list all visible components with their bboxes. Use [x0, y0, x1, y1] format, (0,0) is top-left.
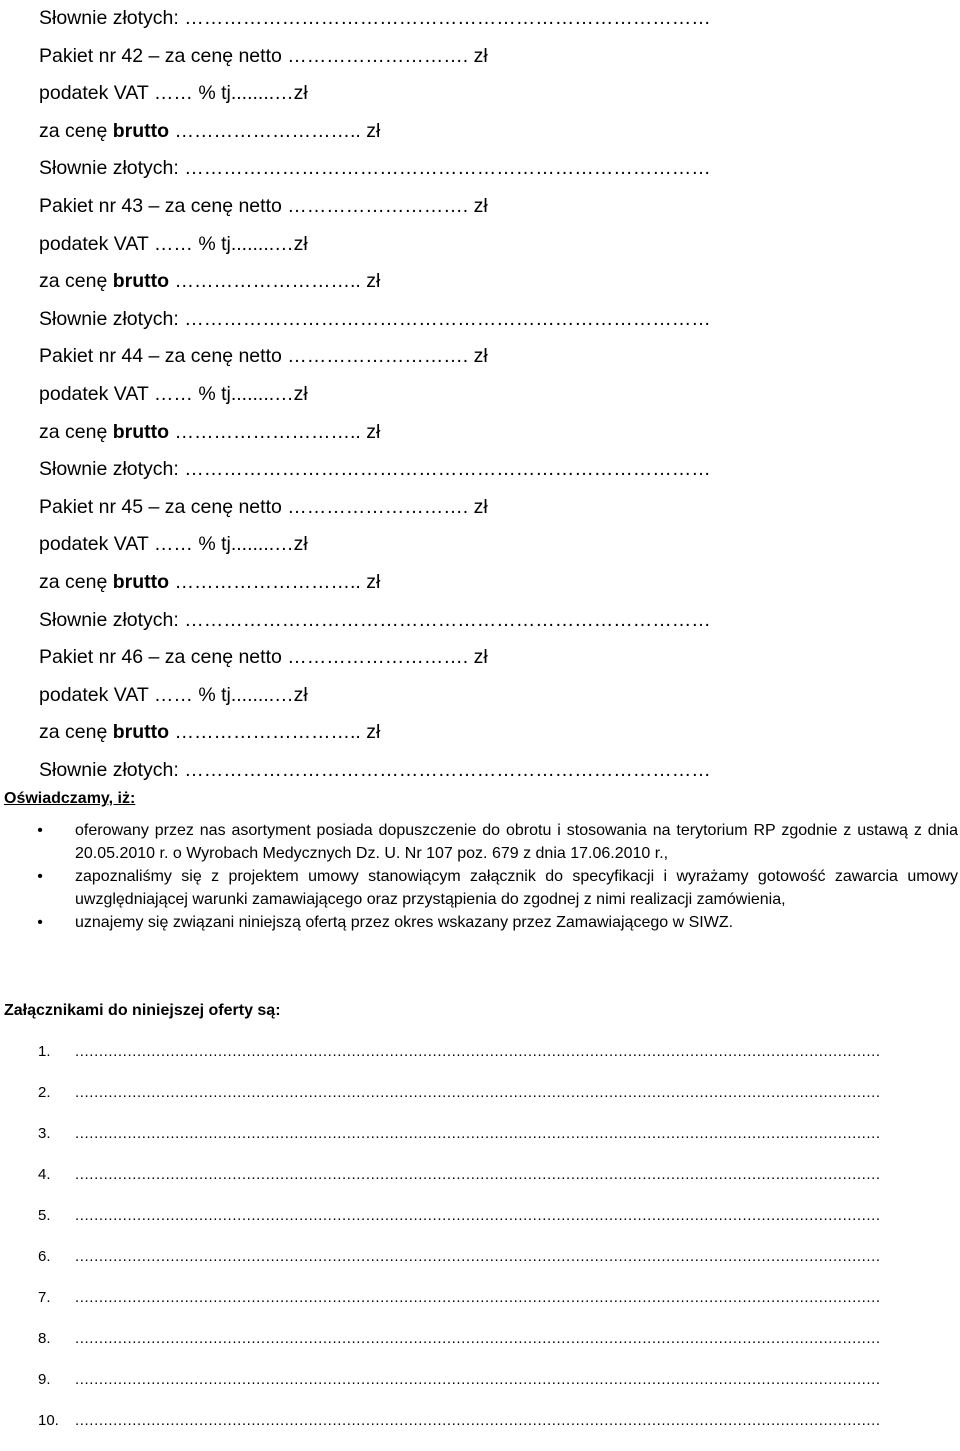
- offer-line-prefix: za cenę: [39, 570, 113, 593]
- declaration-text: zapoznaliśmy się z projektem umowy stanowiącym załącznik do specyfikacji i wyrażamy gotowość zawarcia umowy uwzględniającej warunki zamawiającego oraz przystąpienia do zgodnej z nimi realizacji zamówienia,: [75, 868, 958, 908]
- offer-line: [39, 602, 939, 640]
- attachment-number: 2.: [38, 1084, 51, 1101]
- declarations-heading: Oświadczamy, iż:: [4, 790, 136, 807]
- offer-line-text: Pakiet nr 42 – za cenę netto ………………………. zł: [39, 44, 488, 67]
- attachment-placeholder: .........................................................................................................................................................................: [75, 1207, 881, 1224]
- attachment-item: [38, 1082, 953, 1123]
- declarations-section: [4, 788, 958, 936]
- attachment-number: 4.: [38, 1166, 51, 1183]
- attachment-item: [38, 1205, 953, 1246]
- bullet-icon: •: [37, 868, 43, 885]
- attachment-item: [38, 1123, 953, 1164]
- offer-line-text: Słownie złotych: ………………………………………………………………………: [39, 458, 711, 481]
- offer-line-text: podatek VAT …… % tj........…zł: [39, 533, 308, 556]
- offer-lines: [39, 0, 939, 789]
- attachment-placeholder: .........................................................................................................................................................................: [75, 1371, 881, 1388]
- offer-line-text: Słownie złotych: ………………………………………………………………………: [39, 7, 711, 29]
- offer-line-text: Słownie złotych: ………………………………………………………………………: [39, 608, 711, 631]
- offer-line-suffix: ……………………….. zł: [169, 721, 381, 744]
- offer-line-bold: brutto: [112, 270, 170, 293]
- declaration-item: [4, 820, 958, 865]
- attachment-number: 5.: [38, 1207, 51, 1224]
- offer-line: [39, 526, 939, 564]
- offer-line-text: Pakiet nr 44 – za cenę netto ………………………. zł: [39, 345, 488, 368]
- attachment-placeholder: .........................................................................................................................................................................: [75, 1125, 881, 1142]
- offer-line: [39, 564, 939, 602]
- declaration-text: uznajemy się związani niniejszą ofertą przez okres wskazany przez Zamawiającego w SIWZ.: [75, 914, 734, 931]
- offer-line: [39, 38, 939, 76]
- declaration-text: oferowany przez nas asortyment posiada dopuszczenie do obrotu i stosowania na terytorium RP zgodnie z ustawą z dnia 20.05.2010 r. o Wyrobach Medycznych Dz. U. Nr 107 poz. 679 z dnia 17.06.2010 r.,: [75, 822, 958, 862]
- attachment-item: [38, 1041, 953, 1082]
- offer-line: [39, 451, 939, 489]
- attachment-item: [38, 1246, 953, 1287]
- offer-line: [39, 113, 939, 151]
- offer-line-bold: brutto: [112, 570, 170, 593]
- attachment-placeholder: .........................................................................................................................................................................: [75, 1330, 881, 1347]
- attachment-placeholder: .........................................................................................................................................................................: [75, 1412, 881, 1429]
- attachment-item: [38, 1287, 953, 1328]
- bullet-icon: •: [37, 914, 43, 931]
- offer-line: [39, 188, 939, 226]
- offer-line: [39, 75, 939, 113]
- declarations-list: [4, 820, 958, 935]
- offer-line: [39, 639, 939, 677]
- attachment-placeholder: .........................................................................................................................................................................: [75, 1166, 881, 1183]
- offer-line-text: podatek VAT …… % tj........…zł: [39, 232, 308, 255]
- offer-line-suffix: ……………………….. zł: [169, 119, 381, 142]
- attachment-placeholder: .........................................................................................................................................................................: [75, 1248, 881, 1265]
- offer-line-text: Pakiet nr 45 – za cenę netto ………………………. zł: [39, 495, 488, 518]
- attachment-placeholder: .........................................................................................................................................................................: [75, 1084, 881, 1101]
- attachment-number: 10.: [38, 1412, 59, 1429]
- declaration-item: [4, 866, 958, 911]
- offer-line-text: podatek VAT …… % tj........…zł: [39, 382, 308, 405]
- offer-line: [39, 489, 939, 527]
- offer-line: [39, 0, 939, 38]
- offer-line: [39, 714, 939, 752]
- attachments-heading: Załącznikami do niniejszej oferty są:: [4, 1002, 281, 1019]
- offer-line: [39, 677, 939, 715]
- offer-line-suffix: ……………………….. zł: [169, 270, 381, 293]
- offer-line-bold: brutto: [112, 721, 170, 744]
- attachment-item: [38, 1164, 953, 1205]
- offer-line-suffix: ……………………….. zł: [169, 570, 381, 593]
- offer-line: [39, 752, 939, 790]
- declaration-item: [4, 912, 958, 935]
- attachment-placeholder: .........................................................................................................................................................................: [75, 1289, 881, 1306]
- offer-line: [39, 338, 939, 376]
- bullet-icon: •: [37, 822, 43, 839]
- attachment-number: 7.: [38, 1289, 51, 1306]
- offer-line: [39, 301, 939, 339]
- offer-line-text: podatek VAT …… % tj........…zł: [39, 683, 308, 706]
- attachment-item: [38, 1410, 953, 1451]
- attachment-number: 1.: [38, 1043, 51, 1060]
- offer-line: [39, 414, 939, 452]
- offer-line-bold: brutto: [112, 420, 170, 443]
- offer-line-prefix: za cenę: [39, 270, 113, 293]
- offer-line-text: Słownie złotych: ………………………………………………………………………: [39, 758, 711, 781]
- attachment-number: 9.: [38, 1371, 51, 1388]
- offer-line: [39, 376, 939, 414]
- offer-line: [39, 150, 939, 188]
- offer-line-text: Słownie złotych: ………………………………………………………………………: [39, 157, 711, 180]
- offer-line-prefix: za cenę: [39, 721, 113, 744]
- offer-line-text: podatek VAT …… % tj........…zł: [39, 82, 308, 105]
- attachment-item: [38, 1369, 953, 1410]
- offer-line: [39, 226, 939, 264]
- attachment-number: 6.: [38, 1248, 51, 1265]
- attachment-number: 3.: [38, 1125, 51, 1142]
- attachment-number: 8.: [38, 1330, 51, 1347]
- offer-line-bold: brutto: [112, 119, 170, 142]
- attachment-placeholder: .........................................................................................................................................................................: [75, 1043, 881, 1060]
- offer-line-prefix: za cenę: [39, 119, 113, 142]
- offer-line: [39, 263, 939, 301]
- offer-line-suffix: ……………………….. zł: [169, 420, 381, 443]
- offer-line-text: Pakiet nr 46 – za cenę netto ………………………. zł: [39, 646, 488, 669]
- attachment-item: [38, 1328, 953, 1369]
- offer-line-text: Słownie złotych: ………………………………………………………………………: [39, 307, 711, 330]
- offer-line-prefix: za cenę: [39, 420, 113, 443]
- offer-line-text: Pakiet nr 43 – za cenę netto ………………………. zł: [39, 194, 488, 217]
- attachments-list: [38, 1041, 953, 1451]
